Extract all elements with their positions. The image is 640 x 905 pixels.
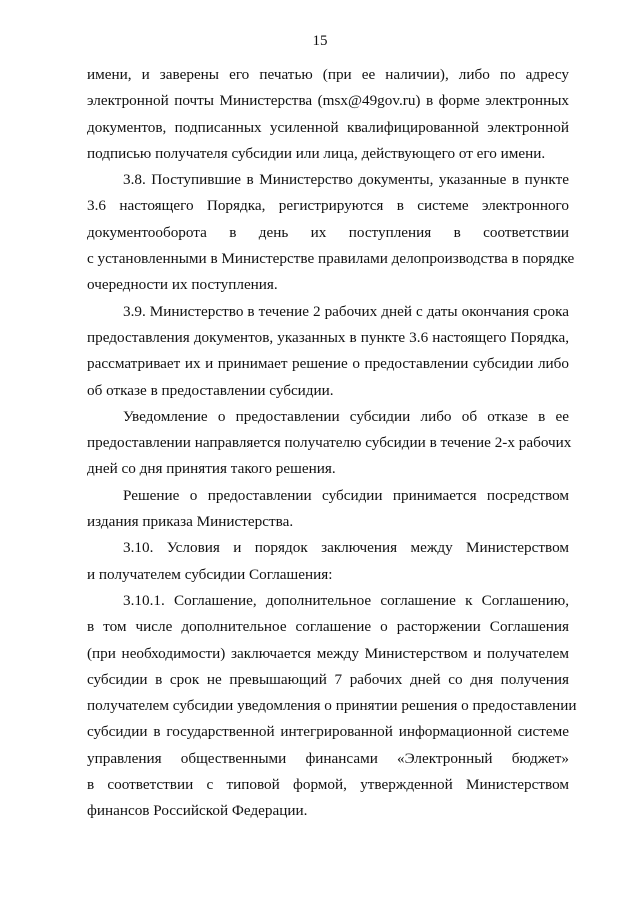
text-line: 3.8. Поступившие в Министерство документы, указанные в пункте xyxy=(123,171,569,189)
text-line: об отказе в предоставлении субсидии. xyxy=(87,381,334,399)
text-line: Решение о предоставлении субсидии принимается посредством xyxy=(123,486,569,504)
text-line: и получателем субсидии Соглашения: xyxy=(87,565,333,583)
text-line: 3.9. Министерство в течение 2 рабочих дней с даты окончания срока xyxy=(123,302,569,320)
text-line: управления общественными финансами «Электронный бюджет» xyxy=(87,749,569,767)
text-line: предоставления документов, указанных в пункте 3.6 настоящего Порядка, xyxy=(87,328,569,346)
text-line: Уведомление о предоставлении субсидии либо об отказе в ее xyxy=(123,407,569,425)
text-line: документов, подписанных усиленной квалифицированной электронной xyxy=(87,118,569,136)
paragraph xyxy=(87,588,577,825)
text-line: с установленными в Министерстве правилами делопроизводства в порядке xyxy=(87,250,575,268)
text-line: в соответствии с типовой формой, утвержденной Министерством xyxy=(87,776,569,794)
text-line: получателем субсидии уведомления о принятии решения о предоставлении xyxy=(87,697,577,715)
text-line: дней со дня принятия такого решения. xyxy=(87,460,336,478)
text-line: рассматривает их и принимает решение о предоставлении субсидии либо xyxy=(87,355,569,373)
text-line: имени, и заверены его печатью (при ее наличии), либо по адресу xyxy=(87,66,569,83)
text-line: документооборота в день их поступления в соответствии xyxy=(87,223,569,241)
text-line: 3.10.1. Соглашение, дополнительное соглашение к Соглашению, xyxy=(123,591,569,609)
page-number: 15 xyxy=(312,33,328,49)
text-line: 3.10. Условия и порядок заключения между Министерством xyxy=(123,539,569,557)
paragraph xyxy=(87,483,569,536)
text-line: субсидии в государственной интегрированной информационной системе xyxy=(87,723,569,741)
text-line: издания приказа Министерства. xyxy=(87,513,294,531)
text-line: финансов Российской Федерации. xyxy=(87,802,308,820)
paragraph xyxy=(87,62,569,167)
text-line: электронной почты Министерства (msx@49gov.ru) в форме электронных xyxy=(87,92,569,110)
text-line: очередности их поступления. xyxy=(87,276,278,294)
paragraph xyxy=(87,299,569,404)
text-line: предоставлении направляется получателю субсидии в течение 2-х рабочих xyxy=(87,434,572,452)
text-line: подписью получателя субсидии или лица, действующего от его имени. xyxy=(87,144,546,162)
paragraph xyxy=(87,167,575,298)
text-line: (при необходимости) заключается между Министерством и получателем xyxy=(87,644,569,662)
text-line: 3.6 настоящего Порядка, регистрируются в системе электронного xyxy=(87,197,569,215)
paragraph xyxy=(87,535,569,588)
document-body xyxy=(87,62,577,825)
text-line: в том числе дополнительное соглашение о расторжении Соглашения xyxy=(87,618,569,636)
text-line: субсидии в срок не превышающий 7 рабочих дней со дня получения xyxy=(87,670,569,688)
paragraph xyxy=(87,404,572,483)
